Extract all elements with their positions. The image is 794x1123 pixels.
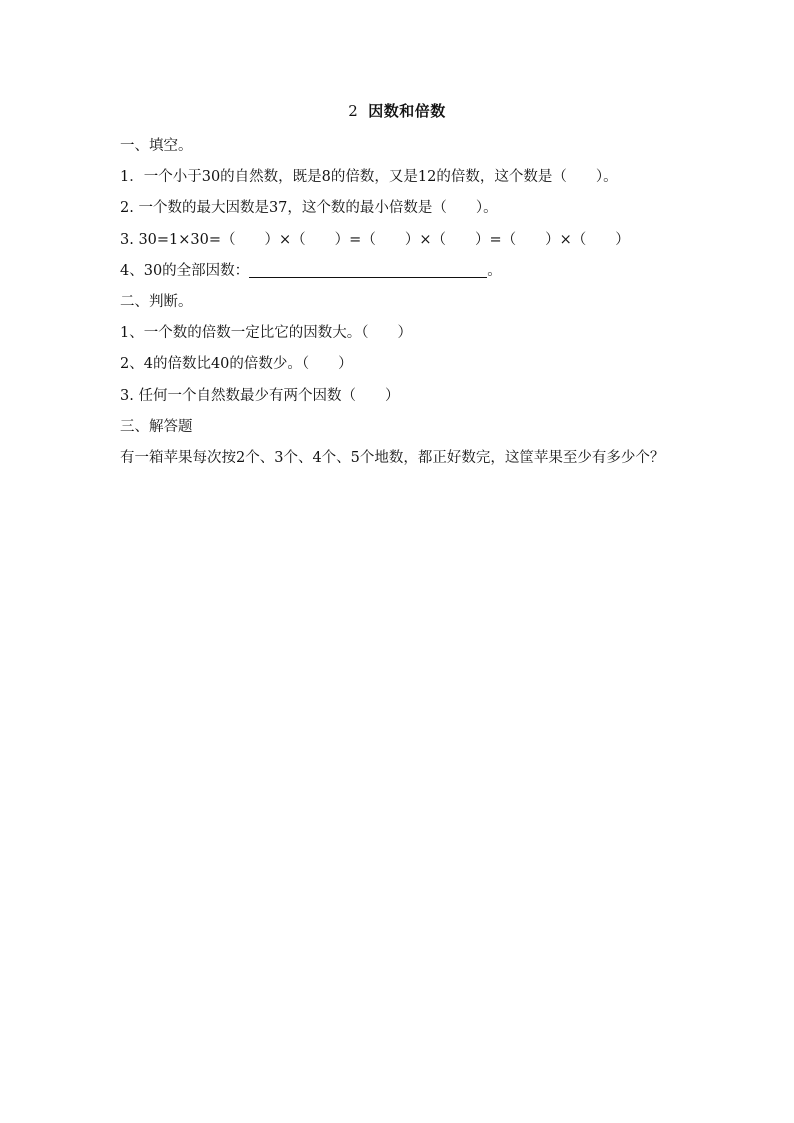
judge-question-3: 3. 任何一个自然数最少有两个因数（ ） — [120, 387, 400, 404]
fill-question-4-prefix: 4、30的全部因数： — [120, 262, 250, 279]
judge-question-2: 2、4的倍数比40的倍数少。（ ） — [120, 356, 353, 373]
fill-question-4 — [120, 261, 690, 292]
title-number: 2 — [348, 102, 359, 120]
section-heading-judge: 二、判断。 — [120, 293, 193, 310]
section-heading-fill: 一、填空。 — [120, 138, 193, 154]
answer-question-1: 有一箱苹果每次按2个、3个、4个、5个地数，都正好数完，这筐苹果至少有多少个？ — [120, 449, 665, 466]
answer-blank-line — [249, 261, 487, 278]
fill-question-2: 2. 一个数的最大因数是37，这个数的最小倍数是（ ）。 — [120, 200, 498, 217]
fill-question-1: 1．一个小于30的自然数，既是8的倍数，又是12的倍数，这个数是（ ）。 — [120, 169, 618, 186]
title-text: 因数和倍数 — [368, 102, 446, 120]
fill-question-4-suffix: 。 — [487, 262, 502, 279]
section-heading-answer: 三、解答题 — [120, 418, 193, 435]
fill-question-3: 3. 30=1×30=（ ）×（ ）=（ ）×（ ）=（ ）×（ ） — [120, 231, 630, 248]
judge-question-1: 1、一个数的倍数一定比它的因数大。（ ） — [120, 325, 412, 342]
page-title — [0, 100, 794, 121]
question-list — [120, 136, 690, 473]
